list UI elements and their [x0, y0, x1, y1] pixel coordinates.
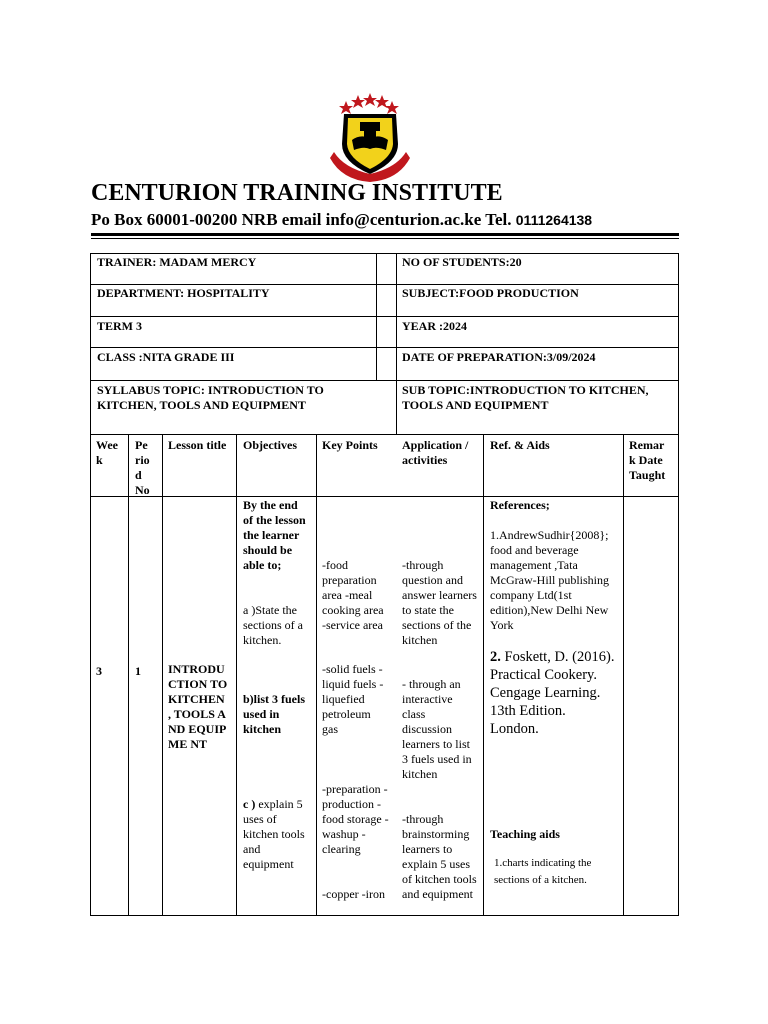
- contact-telephone: 0111264138: [515, 212, 593, 228]
- col-header-lesson-title: Lesson title: [168, 438, 227, 452]
- reference-2-number: 2.: [490, 649, 501, 665]
- trainer-field: TRAINER: MADAM MERCY: [97, 255, 257, 269]
- header-rule-thick: [91, 233, 679, 236]
- cell-period: 1: [135, 664, 141, 678]
- application-fuels: - through an interactive class discussion learners to list 3 fuels used in kitchen: [402, 677, 472, 781]
- objective-c: [243, 797, 311, 872]
- col-header-application: Application / activities: [402, 438, 469, 467]
- references-label: References;: [490, 498, 550, 512]
- reference-2-text: Foskett, D. (2016). Practical Cookery. Cengage Learning. 13th Edition. London.: [490, 649, 615, 737]
- sub-topic-field: SUB TOPIC:INTRODUCTION TO KITCHEN, TOOLS AND EQUIPMENT: [402, 383, 649, 412]
- year-field: YEAR :2024: [402, 319, 467, 333]
- reference-1: 1.AndrewSudhir{2008}; food and beverage management ,Tata McGraw-Hill publishing company Ltd(1st edition),New Delhi New York: [490, 528, 609, 632]
- application-uses: -through brainstorming learners to explain 5 uses of kitchen tools and equipment: [402, 812, 477, 901]
- col-header-period: Pe rio d No: [135, 438, 150, 497]
- term-field: TERM 3: [97, 319, 142, 333]
- key-points-materials: -copper -iron: [322, 887, 385, 901]
- col-header-week: Wee k: [96, 438, 118, 467]
- contact-line: [91, 210, 592, 230]
- key-points-uses: -preparation -production -food storage -washup -clearing: [322, 782, 389, 856]
- students-field: NO OF STUDENTS:20: [402, 255, 522, 269]
- col-header-objectives: Objectives: [243, 438, 297, 452]
- key-points-sections: -food preparation area -meal cooking area -service area: [322, 558, 384, 632]
- key-points-fuels: -solid fuels -liquid fuels -liquefied petroleum gas: [322, 662, 384, 736]
- class-field: CLASS :NITA GRADE III: [97, 350, 235, 364]
- subject-field: SUBJECT:FOOD PRODUCTION: [402, 286, 579, 300]
- institute-logo: [314, 92, 422, 184]
- objective-c-text: explain 5 uses of kitchen tools and equipment: [243, 797, 305, 871]
- objective-c-prefix: c ): [243, 797, 256, 811]
- reference-2: [490, 648, 618, 738]
- application-sections: -through question and answer learners to state the sections of the kitchen: [402, 558, 477, 647]
- col-header-ref-aids: Ref. & Aids: [490, 438, 550, 452]
- date-of-preparation-field: DATE OF PREPARATION:3/09/2024: [402, 350, 596, 364]
- contact-details: Po Box 60001-00200 NRB email info@centurion.ac.ke Tel.: [91, 210, 512, 229]
- teaching-aids-label: Teaching aids: [490, 827, 560, 841]
- header-rule-thin: [91, 238, 679, 239]
- objectives-intro: By the end of the lesson the learner should be able to;: [243, 498, 306, 572]
- cell-week: 3: [96, 664, 102, 678]
- institute-name: CENTURION TRAINING INSTITUTE: [91, 180, 503, 206]
- col-header-key-points: Key Points: [322, 438, 378, 452]
- objective-b: b)list 3 fuels used in kitchen: [243, 692, 306, 736]
- objective-a: a )State the sections of a kitchen.: [243, 603, 303, 647]
- syllabus-topic-field: SYLLABUS TOPIC: INTRODUCTION TO KITCHEN, TOOLS AND EQUIPMENT: [97, 383, 324, 412]
- teaching-aid-1: 1.charts indicating the sections of a kitchen.: [494, 857, 592, 886]
- department-field: DEPARTMENT: HOSPITALITY: [97, 286, 270, 300]
- cell-lesson-title: INTRODU CTION TO KITCHEN , TOOLS AND EQUIPME NT: [168, 662, 228, 751]
- col-header-remark: Remar k Date Taught: [629, 438, 666, 482]
